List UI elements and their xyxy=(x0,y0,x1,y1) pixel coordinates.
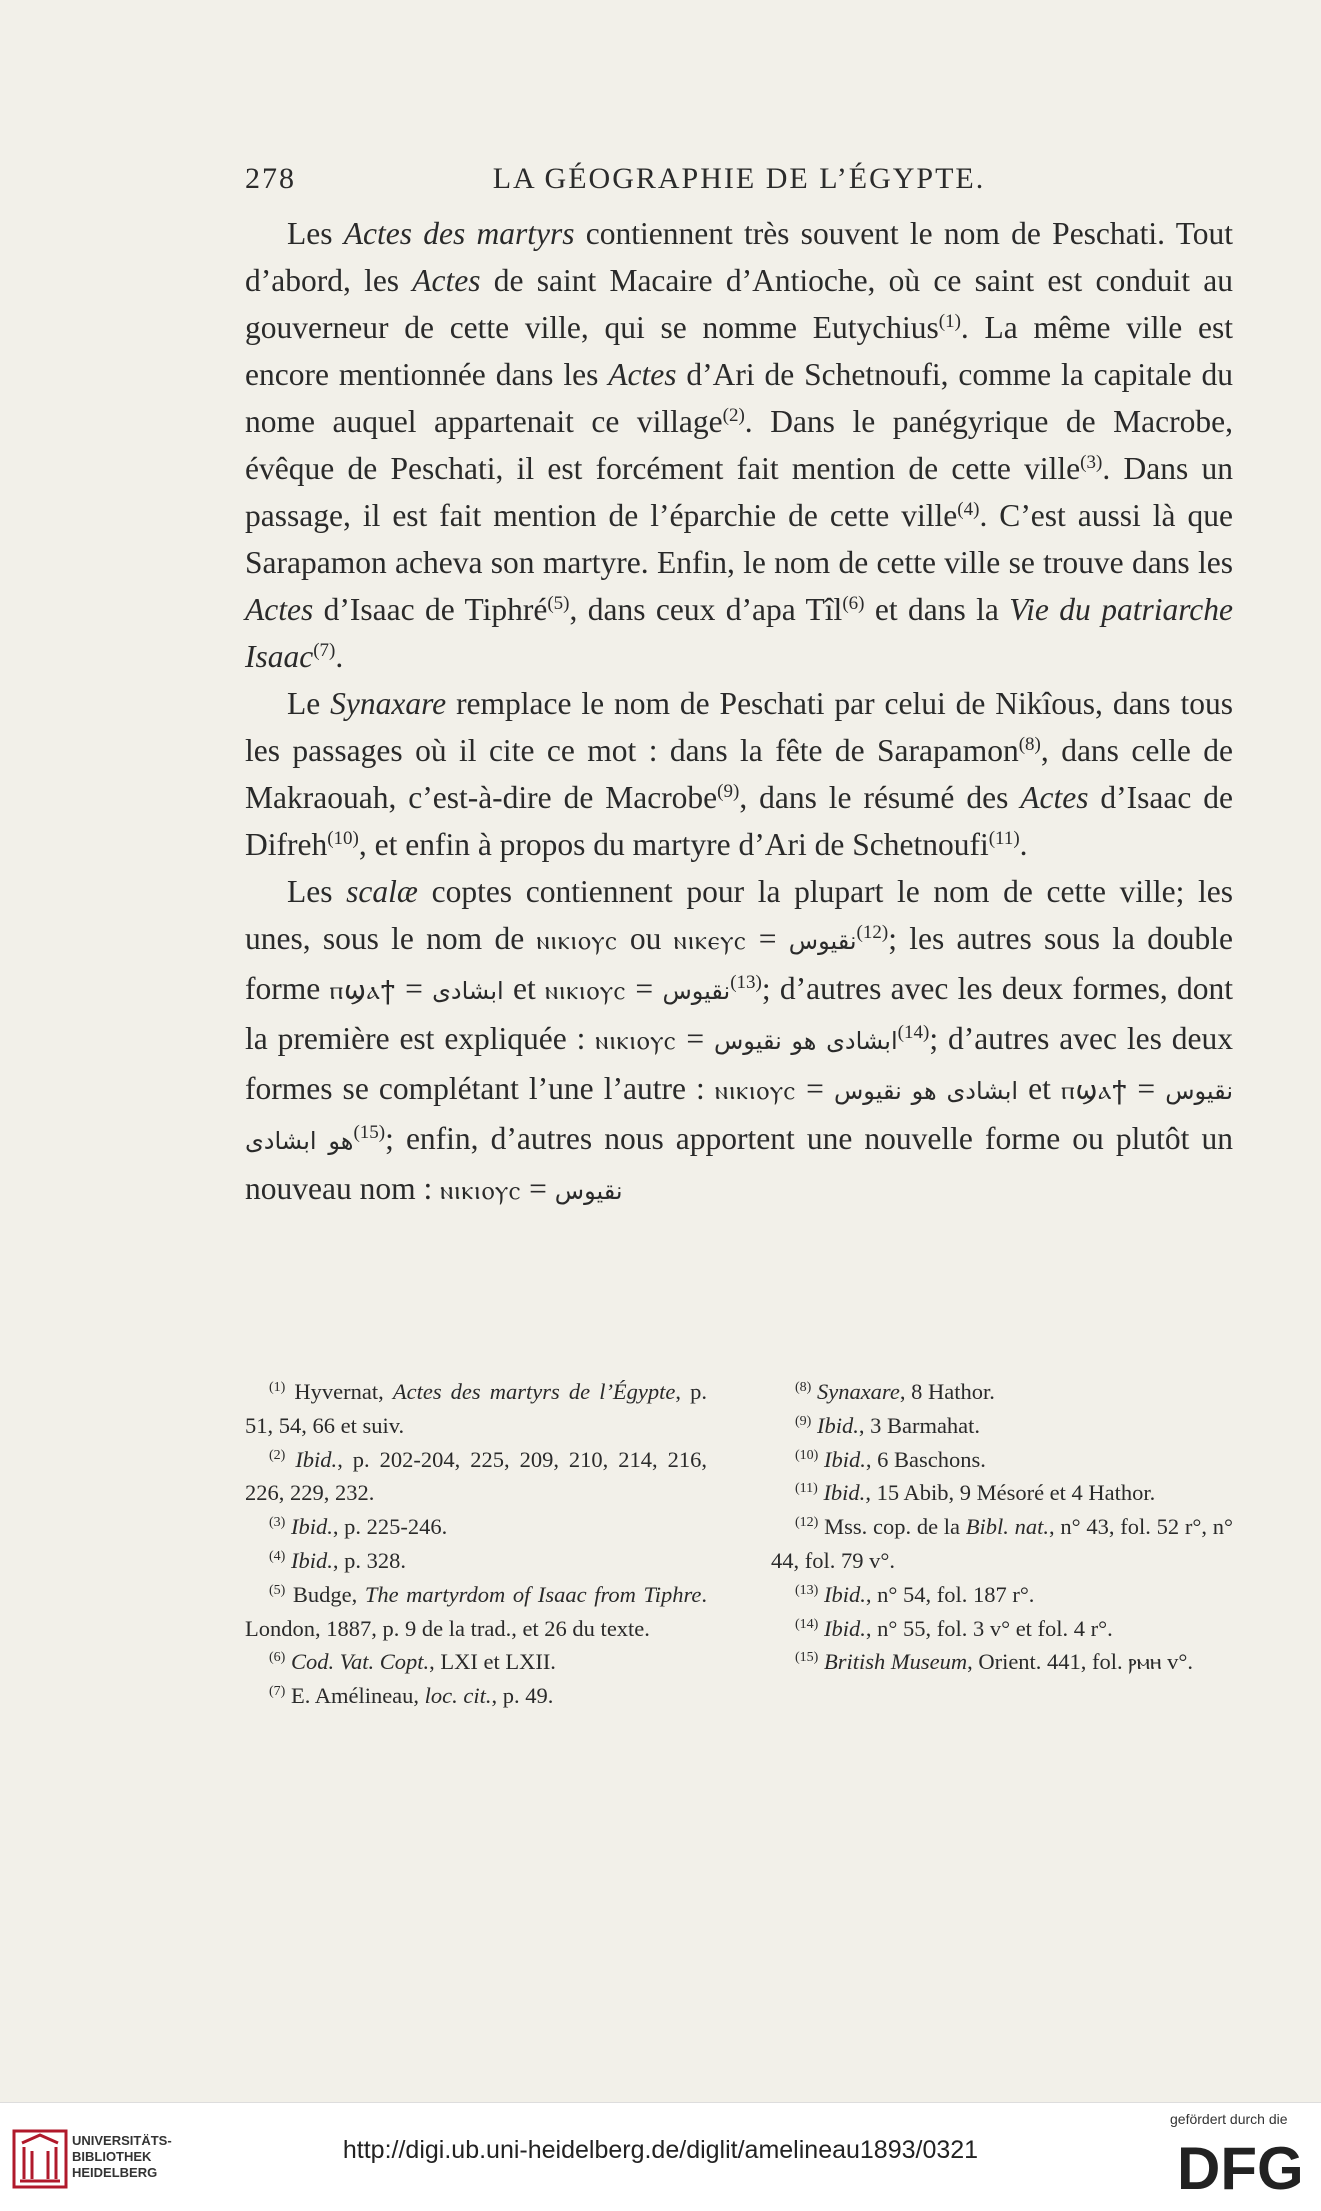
permalink[interactable]: http://digi.ub.uni-heidelberg.de/diglit/amelineau1893/0321 xyxy=(342,2136,979,2164)
footnote: $^{(2)}$ Ibid., p. 202-204, 225, 209, 210, 214, 216, 226, 229, 232. xyxy=(245,1446,708,1506)
running-title: LA GÉOGRAPHIE DE L’ÉGYPTE. xyxy=(492,162,986,195)
footnote-ref: (8) xyxy=(1018,734,1041,755)
footnote: $^{(9)}$ Ibid., 3 Barmahat. xyxy=(795,1412,981,1438)
footnote-ref: (7) xyxy=(313,640,336,661)
paragraph-1: Les Actes des martyrs contiennent très souvent le nom de Peschati. Tout d’abord, les Actes de saint Macaire d’Antioche, où ce saint est conduit au gouverneur de cette ville, qui se nomme Eutychius$^{(1)}$. La même ville est encore mentionnée dans les Actes d’Ari de Schetnoufi, comme la capitale du nome auquel appartenait ce village$^{(2)}$. Dans le panégyrique de Macrobe, évêque de Peschati, il est forcément fait mention de cette ville$^{(3)}$. Dans un passage, il est fait mention de l’éparchie de cette ville$^{(4)}$. C’est aussi là que Sarapamon acheva son martyre. Enfin, le nom de cette ville se trouve dans les Actes d’Isaac de Tiphré$^{(5)}$, dans ceux d’apa Tîl$^{(6)}$ et dans la Vie du patriarche Isaac$^{(7)}$. xyxy=(245,216,1234,674)
dfg-logo-icon xyxy=(1175,2133,1311,2197)
arabic-word: ابشادى هو نقيوس xyxy=(714,1027,898,1055)
footnotes-left-column xyxy=(245,1375,707,1713)
footnote-ref: (11) xyxy=(988,828,1020,849)
svg-text:DFG: DFG xyxy=(1177,2135,1304,2197)
coptic-word: ⲡϣⲁϯ xyxy=(1060,1076,1128,1106)
footnote-ref: (5) xyxy=(547,593,570,614)
footnote-ref: (12) xyxy=(856,922,889,943)
footnote-ref: (4) xyxy=(957,499,980,520)
coptic-word: ⲛⲓⲕⲉⲩⲥ xyxy=(673,926,747,956)
funding-note: gefördert durch die xyxy=(1170,2111,1288,2127)
footnote: $^{(14)}$ Ibid., n° 55, fol. 3 v° et fol. 4 r°. xyxy=(795,1615,1113,1641)
arabic-word: نقيوس هو ابشادى xyxy=(245,1077,1233,1155)
page-number: 278 xyxy=(245,162,296,195)
footnote: $^{(15)}$ British Museum, Orient. 441, fol. ⲣⲙⲏ v°. xyxy=(795,1649,1193,1675)
coptic-word: ⲛⲓⲕⲓⲟⲩⲥ xyxy=(440,1176,522,1206)
footnote-ref: (14) xyxy=(897,1022,930,1043)
footnote-ref: (2) xyxy=(722,405,745,426)
paragraph-3: Les scalæ coptes contiennent pour la plupart le nom de cette ville; les unes, sous le nom de ⲛⲓⲕⲓⲟⲩⲥ ou ⲛⲓⲕⲉⲩⲥ = نقيوس$^{(12)}$; les autres sous la double forme ⲡϣⲁϯ = ابشادى et ⲛⲓⲕⲓⲟⲩⲥ = نقيوس$^{(13)}$; d’autres avec les deux formes, dont la première est expliquée : ⲛⲓⲕⲓⲟⲩⲥ = ابشادى هو نقيوس$^{(14)}$; d’autres avec les deux formes se complétant l’une l’autre : ⲛⲓⲕⲓⲟⲩⲥ = ابشادى هو نقيوس et ⲡϣⲁϯ = نقيوس هو ابشادى$^{(15)}$; enfin, d’autres nous apportent une nouvelle forme ou plutôt un nouveau nom : ⲛⲓⲕⲓⲟⲩⲥ = نقيوس xyxy=(245,874,1234,1206)
footnote: $^{(5)}$ Budge, The martyrdom of Isaac from Tiphre. London, 1887, p. 9 de la trad., et 26 du texte. xyxy=(245,1581,707,1641)
footnote: $^{(1)}$ Hyvernat, Actes des martyrs de l’Égypte, p. 51, 54, 66 et suiv. xyxy=(245,1379,707,1438)
arabic-word: نقيوس xyxy=(554,1177,623,1205)
footnote-ref: (1) xyxy=(938,311,961,332)
footnote-ref: (3) xyxy=(1080,452,1103,473)
university-library-name: UNIVERSITÄTS- BIBLIOTHEK HEIDELBERG xyxy=(72,2133,172,2180)
coptic-word: ⲛⲓⲕⲓⲟⲩⲥ xyxy=(595,1026,677,1056)
arabic-word: نقيوس xyxy=(788,927,857,955)
footnote: $^{(8)}$ Synaxare, 8 Hathor. xyxy=(795,1379,995,1404)
footnote: $^{(3)}$ Ibid., p. 225-246. xyxy=(269,1514,448,1540)
footnote: $^{(4)}$ Ibid., p. 328. xyxy=(269,1547,406,1573)
arabic-word: ابشادى هو نقيوس xyxy=(834,1077,1019,1105)
footnote: $^{(12)}$ Mss. cop. de la Bibl. nat., n° 43, fol. 52 r°, n° 44, fol. 79 v°. xyxy=(771,1514,1234,1573)
footnote-ref: (15) xyxy=(353,1122,386,1143)
coptic-word: ⲛⲓⲕⲓⲟⲩⲥ xyxy=(714,1076,797,1106)
footnote-ref: (13) xyxy=(730,972,762,993)
footnote: $^{(10)}$ Ibid., 6 Baschons. xyxy=(795,1446,986,1472)
coptic-word: ⲛⲓⲕⲓⲟⲩⲥ xyxy=(544,976,627,1006)
footnote: $^{(6)}$ Cod. Vat. Copt., LXI et LXII. xyxy=(269,1649,556,1675)
footnote: $^{(11)}$ Ibid., 15 Abib, 9 Mésoré et 4 Hathor. xyxy=(795,1480,1156,1506)
footnotes-right-column xyxy=(771,1375,1233,1679)
paragraph-2: Le Synaxare remplace le nom de Peschati par celui de Nikîous, dans tous les passages où il cite ce mot : dans la fête de Sarapamon$^{(8)}$, dans celle de Makraouah, c’est-à-dire de Macrobe$^{(9)}$, dans le résumé des Actes d’Isaac de Difreh$^{(10)}$, et enfin à propos du martyre d’Ari de Schetnoufi$^{(11)}$. xyxy=(245,686,1233,862)
footnote: $^{(13)}$ Ibid., n° 54, fol. 187 r°. xyxy=(795,1581,1035,1607)
arabic-word: ابشادى xyxy=(432,977,504,1005)
footnote-ref: (10) xyxy=(327,828,359,849)
coptic-word: ⲛⲓⲕⲓⲟⲩⲥ xyxy=(536,926,618,956)
arabic-word: نقيوس xyxy=(662,977,731,1005)
footnote-ref: (9) xyxy=(717,781,740,802)
footnote-ref: (6) xyxy=(842,593,865,614)
viewer-footer xyxy=(0,2102,1321,2211)
coptic-word: ⲡϣⲁϯ xyxy=(329,976,396,1006)
main-text xyxy=(245,210,1233,1215)
footnote: $^{(7)}$ E. Amélineau, loc. cit., p. 49. xyxy=(269,1683,554,1709)
